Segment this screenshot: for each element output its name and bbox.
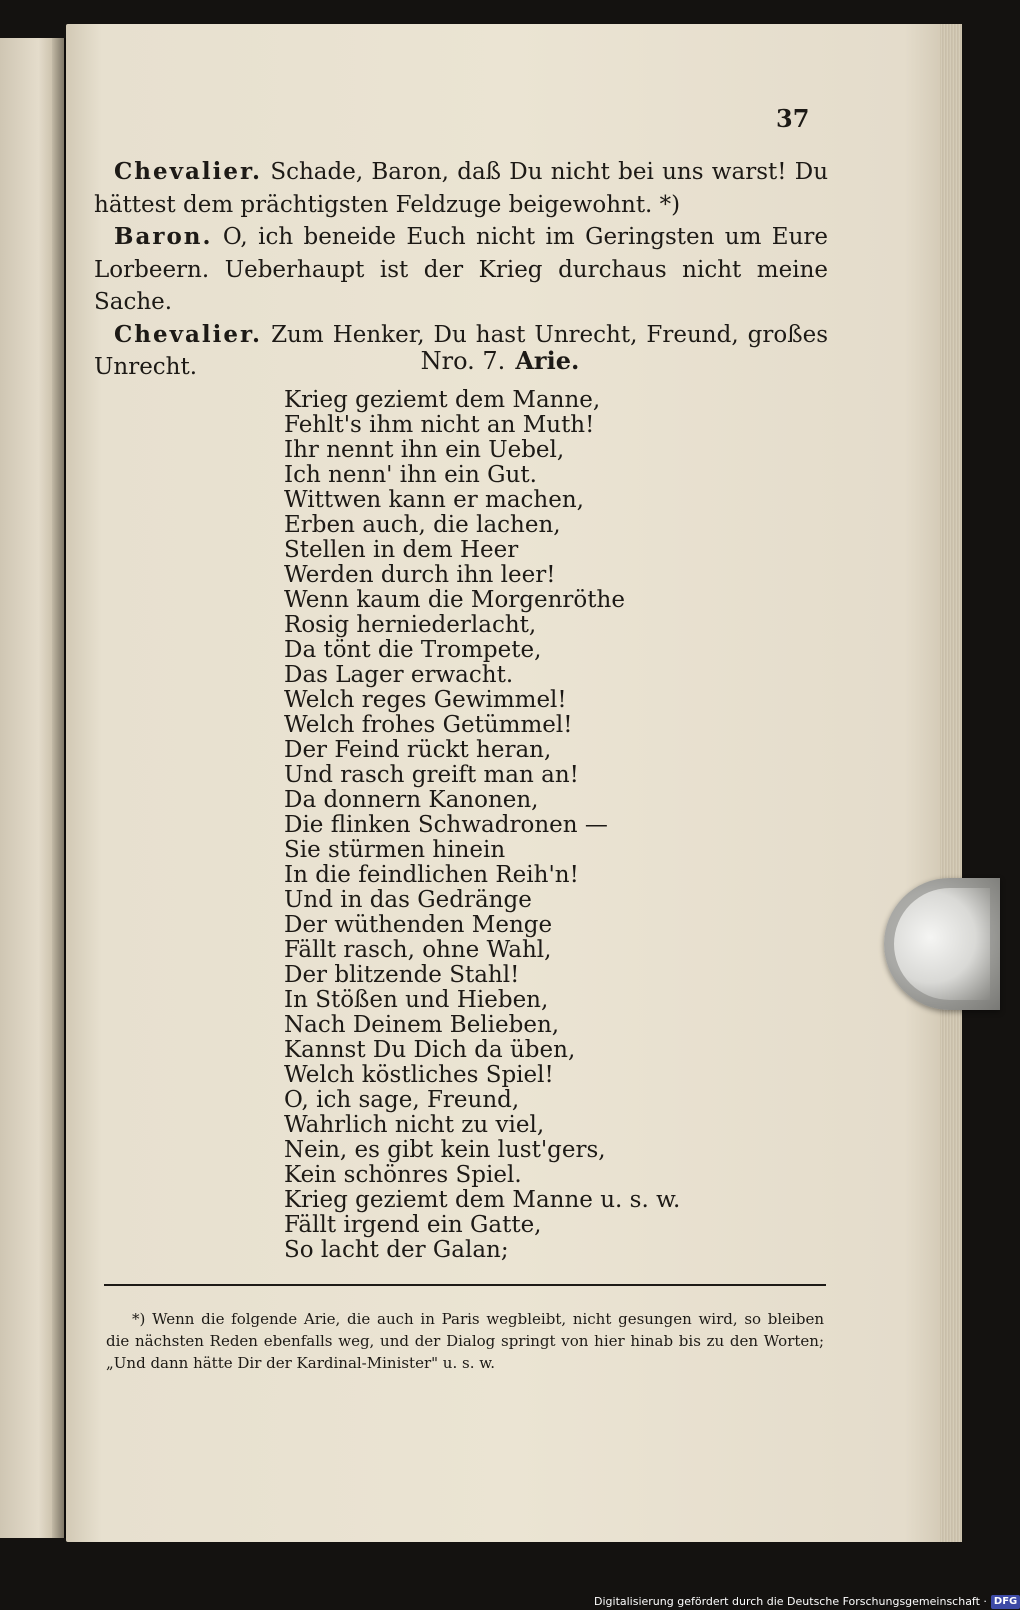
verse-line: O, ich sage, Freund, — [284, 1087, 520, 1113]
verse-line: Welch reges Gewimmel! — [284, 687, 567, 713]
dialogue-line — [94, 156, 828, 221]
verse-line: Krieg geziemt dem Manne u. s. w. — [284, 1187, 681, 1213]
verse-line: Ihr nennt ihn ein Uebel, — [284, 437, 565, 463]
verse-line: Sie stürmen hinein — [284, 837, 506, 863]
aria-verse — [284, 388, 680, 1263]
digitization-credit — [594, 1594, 1020, 1610]
section-heading — [0, 346, 1000, 375]
verse-line: Welch frohes Getümmel! — [284, 712, 573, 738]
verse-line: Da tönt die Trompete, — [284, 637, 542, 663]
verse-line: Das Lager erwacht. — [284, 662, 514, 688]
verse-line: Stellen in dem Heer — [284, 537, 519, 563]
verse-line: Der Feind rückt heran, — [284, 737, 552, 763]
verse-line: Werden durch ihn leer! — [284, 562, 556, 588]
verse-line: Der wüthenden Menge — [284, 912, 553, 938]
verse-line: Fällt irgend ein Gatte, — [284, 1212, 542, 1238]
dialogue-text: Schade, Baron, daß Du nicht bei uns warst! Du hättest dem prächtigsten Feldzuge beigewohnt. *) — [94, 159, 829, 218]
verse-line: Da donnern Kanonen, — [284, 787, 539, 813]
speaker-name: Chevalier. — [114, 320, 263, 348]
section-number: Nro. 7. — [420, 347, 506, 375]
footnote-divider — [104, 1284, 826, 1286]
verse-line: Nach Deinem Belieben, — [284, 1012, 560, 1038]
verse-line: Fällt rasch, ohne Wahl, — [284, 937, 552, 963]
verse-line: Kannst Du Dich da üben, — [284, 1037, 576, 1063]
verse-line: In die feindlichen Reih'n! — [284, 862, 579, 888]
verse-line: Wahrlich nicht zu viel, — [284, 1112, 545, 1138]
verse-line: In Stößen und Hieben, — [284, 987, 549, 1013]
verse-line: Und rasch greift man an! — [284, 762, 579, 788]
verse-line: Welch köstliches Spiel! — [284, 1062, 554, 1088]
verse-line: Kein schönres Spiel. — [284, 1162, 522, 1188]
verse-line: Wittwen kann er machen, — [284, 487, 584, 513]
verse-line: Ich nenn' ihn ein Gut. — [284, 462, 537, 488]
verse-line: Der blitzende Stahl! — [284, 962, 520, 988]
verse-line: Und in das Gedränge — [284, 887, 532, 913]
speaker-name: Baron. — [114, 223, 213, 250]
dialogue-text: Zum Henker, Du hast Unrecht, Freund, großes Unrecht. — [94, 321, 828, 380]
dialogue-text: O, ich beneide Euch nicht im Geringsten um Eure Lorbeern. Ueberhaupt ist der Krieg durchaus nicht meine Sache. — [94, 224, 828, 315]
page-number: 37 — [776, 104, 810, 133]
verse-line: Fehlt's ihm nicht an Muth! — [284, 412, 595, 438]
verse-line: Rosig herniederlacht, — [284, 612, 537, 638]
dialogue-line — [94, 221, 828, 319]
verse-line: Erben auch, die lachen, — [284, 512, 561, 538]
verse-line: Wenn kaum die Morgenröthe — [284, 587, 625, 613]
verse-line: Die flinken Schwadronen — — [284, 812, 608, 838]
footnote — [106, 1308, 824, 1374]
credit-text: Digitalisierung gefördert durch die Deutsche Forschungsgemeinschaft · — [594, 1595, 987, 1608]
speaker-name: Chevalier. — [114, 158, 263, 185]
dfg-logo-icon: DFG — [991, 1595, 1020, 1609]
section-title: Arie. — [515, 346, 580, 375]
verse-line: So lacht der Galan; — [284, 1237, 509, 1263]
verse-line: Nein, es gibt kein lust'gers, — [284, 1137, 606, 1163]
verse-line: Krieg geziemt dem Manne, — [284, 387, 601, 413]
footnote-text: *) Wenn die folgende Arie, die auch in Paris wegbleibt, nicht gesungen wird, so bleiben die nächsten Reden ebenfalls weg, und der Dialog springt von hier hinab bis zu den Worten; „Und dann hätte Dir der Kardinal-Minister" u. s. w. — [106, 1310, 824, 1372]
page-stack-edge — [940, 24, 962, 1542]
